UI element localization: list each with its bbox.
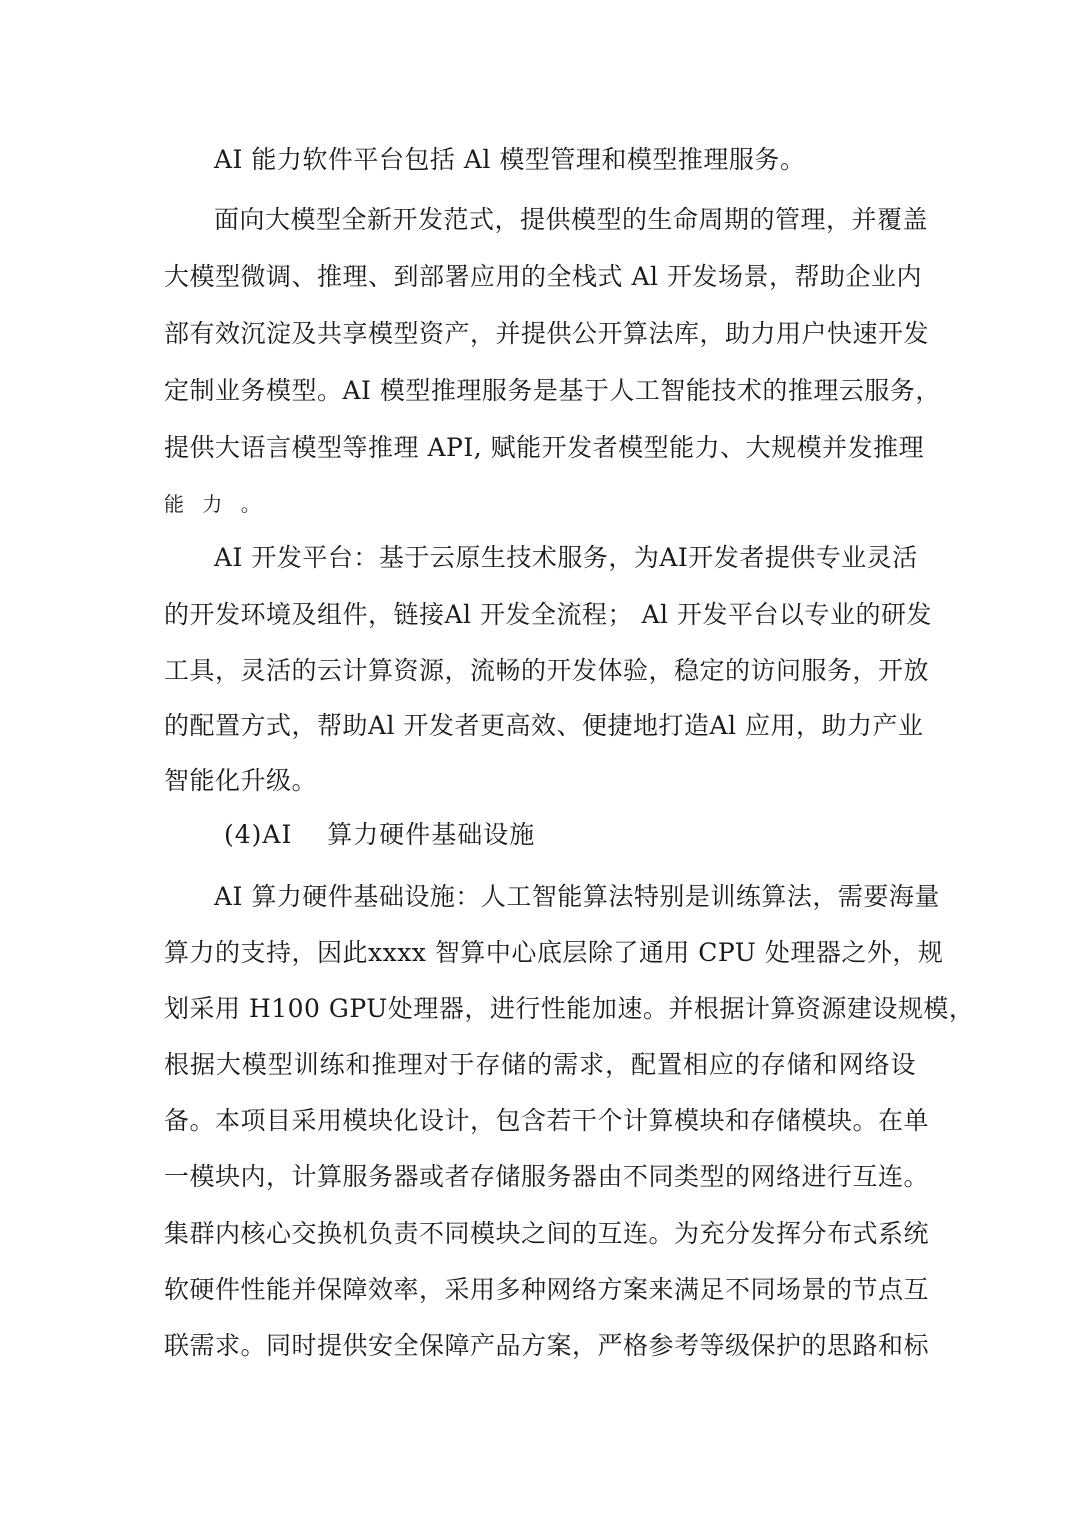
paragraph-4-line-2: 算力的支持，因此xxxx 智算中心底层除了通用 CPU 处理器之外，规	[164, 938, 944, 967]
paragraph-2-line-1: 面向大模型全新开发范式，提供模型的生命周期的管理，并覆盖	[214, 205, 929, 234]
paragraph-3-line-2: 的开发环境及组件，链接Al 开发全流程； Al 开发平台以专业的研发	[164, 600, 932, 629]
paragraph-3-line-5: 智能化升级。	[164, 766, 318, 795]
paragraph-4-line-3: 划采用 H100 GPU处理器，进行性能加速。并根据计算资源建设规模，	[164, 994, 975, 1023]
section-heading: (4)AI 算力硬件基础设施	[224, 820, 536, 849]
paragraph-2-line-4: 定制业务模型。AI 模型推理服务是基于人工智能技术的推理云服务，	[164, 376, 941, 405]
paragraph-4-line-6: 一模块内，计算服务器或者存储服务器由不同类型的网络进行互连。	[164, 1162, 930, 1191]
paragraph-4-line-5: 备。本项目采用模块化设计，包含若干个计算模块和存储模块。在单	[164, 1106, 930, 1135]
paragraph-1-line-1: AI 能力软件平台包括 Al 模型管理和模型推理服务。	[214, 145, 806, 174]
paragraph-4-line-8: 软硬件性能并保障效率，采用多种网络方案来满足不同场景的节点互	[164, 1275, 930, 1304]
paragraph-2-line-6: 能 力 。	[164, 492, 267, 516]
paragraph-2-line-5: 提供大语言模型等推理 API, 赋能开发者模型能力、大规模并发推理	[164, 433, 925, 462]
paragraph-4-line-4: 根据大模型训练和推理对于存储的需求，配置相应的存储和网络设	[164, 1050, 916, 1079]
paragraph-3-line-3: 工具，灵活的云计算资源，流畅的开发体验，稳定的访问服务，开放	[164, 656, 930, 685]
paragraph-4-line-1: AI 算力硬件基础设施：人工智能算法特别是训练算法，需要海量	[214, 882, 940, 911]
paragraph-3-line-1: AI 开发平台：基于云原生技术服务，为AI开发者提供专业灵活	[214, 543, 918, 572]
paragraph-2-line-3: 部有效沉淀及共享模型资产，并提供公开算法库，助力用户快速开发	[164, 319, 930, 348]
paragraph-2-line-2: 大模型微调、推理、到部署应用的全栈式 Al 开发场景，帮助企业内	[164, 262, 922, 291]
paragraph-4-line-7: 集群内核心交换机负责不同模块之间的互连。为充分发挥分布式系统	[164, 1219, 930, 1248]
paragraph-3-line-4: 的配置方式，帮助Al 开发者更高效、便捷地打造Al 应用，助力产业	[164, 711, 924, 740]
paragraph-4-line-9: 联需求。同时提供安全保障产品方案，严格参考等级保护的思路和标	[164, 1331, 930, 1360]
